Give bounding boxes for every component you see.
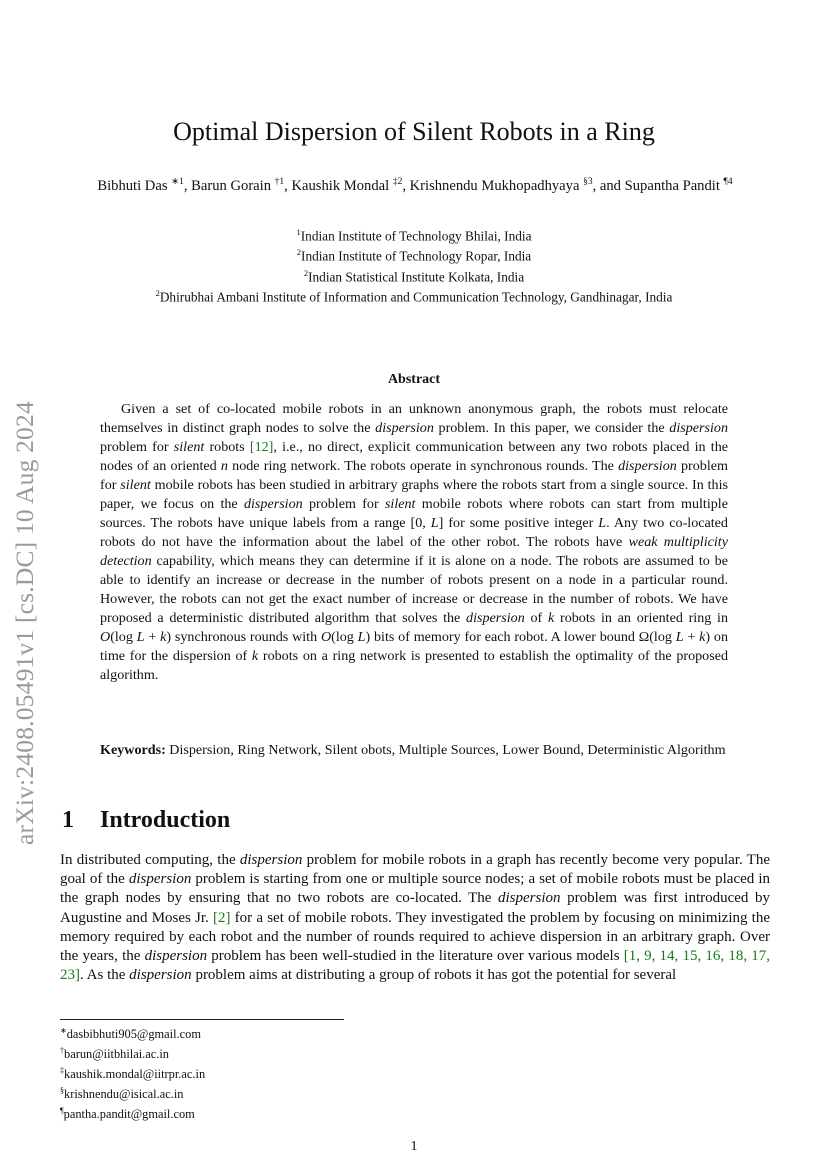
emphasis-text: dispersion	[375, 420, 434, 436]
affiliation-mark: 2	[303, 267, 309, 278]
emphasis-text: k	[548, 610, 555, 626]
section-title: Introduction	[100, 807, 231, 833]
affiliation	[0, 285, 828, 305]
emphasis-text: L	[598, 515, 607, 531]
author-mark: ‡2	[392, 177, 403, 187]
text-run: ) on time for the dispersion of	[100, 629, 729, 664]
author-separator: ,	[284, 177, 292, 194]
text-run: problem for	[100, 439, 174, 455]
text-run: node ring network. The robots operate in synchronous rounds. The	[227, 458, 619, 474]
author-separator: , and	[592, 177, 625, 194]
footnote	[60, 1083, 460, 1103]
author-list	[70, 172, 760, 196]
paper-title: Optimal Dispersion of Silent Robots in a Ring	[173, 117, 655, 146]
text-run: In distributed computing, the	[60, 852, 240, 868]
emphasis-text: dispersion	[466, 610, 525, 626]
emphasis-text: silent	[173, 439, 205, 455]
page-number: 1	[410, 1139, 418, 1154]
author-mark: †1	[274, 177, 285, 187]
affiliation	[0, 244, 828, 264]
text-run: problem was first introduced by Augustine and Moses Jr.	[60, 890, 770, 926]
author-name: Bibhuti Das	[97, 177, 172, 194]
introduction-paragraph	[60, 851, 770, 985]
text-run: Given a set of co-located mobile robots in an unknown anonymous graph, the robots must relocate themselves in distinct graph nodes to solve the	[100, 401, 728, 436]
text-run: ) synchronous rounds with	[166, 629, 321, 645]
abstract-heading: Abstract	[387, 372, 441, 387]
author-separator: ,	[183, 177, 192, 194]
emphasis-text: L	[136, 629, 145, 645]
emphasis-text: dispersion	[129, 967, 192, 984]
text-run: (log	[110, 629, 137, 645]
arxiv-identifier: arXiv:2408.05491v1 [cs.DC] 10 Aug 2024	[10, 401, 39, 845]
footnote-list	[60, 1023, 460, 1123]
footnote-email: pantha.pandit@gmail.com	[63, 1106, 195, 1121]
affiliation-mark: 1	[296, 227, 301, 237]
keywords	[100, 741, 728, 760]
text-run: . As the	[80, 967, 130, 984]
affiliation	[0, 265, 828, 285]
footnote-rule	[60, 1019, 344, 1020]
text-run: (log	[331, 629, 358, 645]
footnote-mark: §	[60, 1085, 64, 1095]
text-run: , i.e., no direct, explicit communication between any two robots placed in the nodes of an oriented	[100, 439, 729, 474]
affiliation-text: Indian Institute of Technology Ropar, India	[301, 248, 532, 264]
text-run: problem for	[100, 458, 728, 493]
footnote-email: barun@iitbhilai.ac.in	[64, 1047, 169, 1062]
text-run: robots in an oriented ring in	[554, 610, 729, 626]
text-run: capability, which means they can determine if it is alone on a node. The robots are assumed to be able to identify an increase or decrease in the number of robots present on a node in a particular round. However, the robots can not get the exact number of increase or decrease in the number of robots. We have proposed a deterministic distributed algorithm that solves the	[100, 553, 728, 626]
footnote-mark: ¶	[60, 1105, 64, 1115]
abstract-paragraph	[100, 400, 728, 685]
author-name: Supantha Pandit	[624, 177, 724, 194]
footnote-email: dasbibhuti905@gmail.com	[66, 1027, 201, 1042]
emphasis-text: L	[430, 515, 439, 531]
footnote-mark: ∗	[60, 1026, 67, 1035]
author-separator: ,	[402, 177, 410, 194]
emphasis-text: dispersion	[144, 948, 208, 965]
abstract-body	[100, 400, 728, 685]
text-run: of	[524, 610, 548, 626]
section-heading	[62, 807, 230, 834]
emphasis-text: L	[357, 629, 366, 645]
emphasis-text: n	[220, 458, 228, 474]
section-number: 1	[62, 807, 74, 833]
keywords-label: Keywords:	[100, 742, 166, 758]
emphasis-text: dispersion	[669, 420, 729, 436]
footnote	[60, 1063, 460, 1083]
affiliation	[0, 224, 828, 244]
emphasis-text: O	[320, 629, 332, 645]
footnote	[60, 1043, 460, 1063]
affiliation-mark: 2	[155, 288, 160, 299]
citation-link[interactable]: [12]	[249, 439, 274, 455]
text-run: +	[144, 629, 161, 645]
affiliation-text: Indian Institute of Technology Bhilai, India	[300, 228, 532, 244]
author-name: Krishnendu Mukhopadhyaya	[409, 177, 584, 194]
keywords-text: Dispersion, Ring Network, Silent obots, Multiple Sources, Lower Bound, Deterministic Algorithm	[165, 742, 726, 758]
text-run: problem for mobile robots in a graph has recently become very popular. The goal of the	[60, 852, 771, 888]
emphasis-text: k	[699, 629, 706, 645]
introduction-body	[60, 851, 770, 985]
emphasis-text: L	[675, 629, 684, 645]
text-run: +	[683, 629, 700, 645]
emphasis-text: O	[100, 629, 111, 645]
text-run: robots on a ring network is presented to establish the optimality of the proposed algorithm.	[100, 648, 729, 683]
footnote-mark: †	[60, 1045, 64, 1055]
footnote-mark: ‡	[60, 1065, 64, 1075]
text-run: for a set of mobile robots. They investigated the problem by focusing on minimizing the memory required by each robot and the number of rounds required to achieve dispersion in an arbitrary graph. Over the years, the	[60, 909, 770, 965]
emphasis-text: dispersion	[239, 852, 303, 868]
text-run: mobile robots has been studied in arbitrary graphs where the robots start from a single source. In this paper, we focus on the	[100, 477, 728, 512]
footnote	[60, 1023, 460, 1043]
text-run: problem for	[302, 496, 385, 512]
citation-link[interactable]: [2]	[213, 909, 231, 926]
text-run: ) bits of memory for each robot. A lower bound Ω(log	[365, 629, 676, 645]
author-mark: ∗1	[171, 177, 184, 187]
footnote-email: krishnendu@isical.ac.in	[64, 1086, 184, 1101]
text-run: problem. In this paper, we consider the	[433, 420, 670, 436]
affiliation-mark: 2	[296, 247, 302, 258]
emphasis-text: silent	[120, 477, 151, 493]
author-name: Kaushik Mondal	[291, 177, 393, 194]
emphasis-text: dispersion	[618, 458, 677, 474]
author-name: Barun Gorain	[191, 177, 275, 194]
text-run: mobile robots where robots can start from multiple sources. The robots have unique labels from a range [0,	[100, 496, 728, 531]
emphasis-text: weak multiplicity detection	[100, 534, 728, 569]
emphasis-text: k	[160, 629, 167, 645]
text-run: . Any two co-located robots do not have the information about the label of the other robot. The robots have	[100, 515, 728, 550]
emphasis-text: k	[251, 648, 259, 664]
footnote	[60, 1103, 460, 1123]
affiliation-text: Dhirubhai Ambani Institute of Information and Communication Technology, Gandhinagar, India	[159, 289, 673, 305]
affiliation-text: Indian Statistical Institute Kolkata, India	[308, 269, 525, 285]
emphasis-text: silent	[384, 496, 416, 512]
text-run: problem has been well-studied in the literature over various models	[207, 948, 624, 965]
emphasis-text: dispersion	[128, 871, 192, 888]
text-run: problem aims at distributing a group of robots it has got the potential for several	[191, 967, 677, 984]
footnote-email: kaushik.mondal@iitrpr.ac.in	[64, 1066, 206, 1081]
text-run: ] for some positive integer	[438, 515, 599, 531]
author-mark: ¶4	[723, 177, 733, 187]
text-run: problem is starting from one or multiple source nodes; a set of mobile robots must be placed in the graph nodes by ensuring that no two robots are co-located. The	[60, 871, 770, 907]
emphasis-text: dispersion	[243, 496, 303, 512]
text-run: robots	[204, 439, 250, 455]
emphasis-text: dispersion	[498, 890, 561, 907]
citation-link[interactable]: [1, 9, 14, 15, 16, 18, 17, 23]	[60, 948, 770, 984]
author-mark: §3	[583, 177, 593, 187]
affiliation-list	[0, 224, 828, 306]
